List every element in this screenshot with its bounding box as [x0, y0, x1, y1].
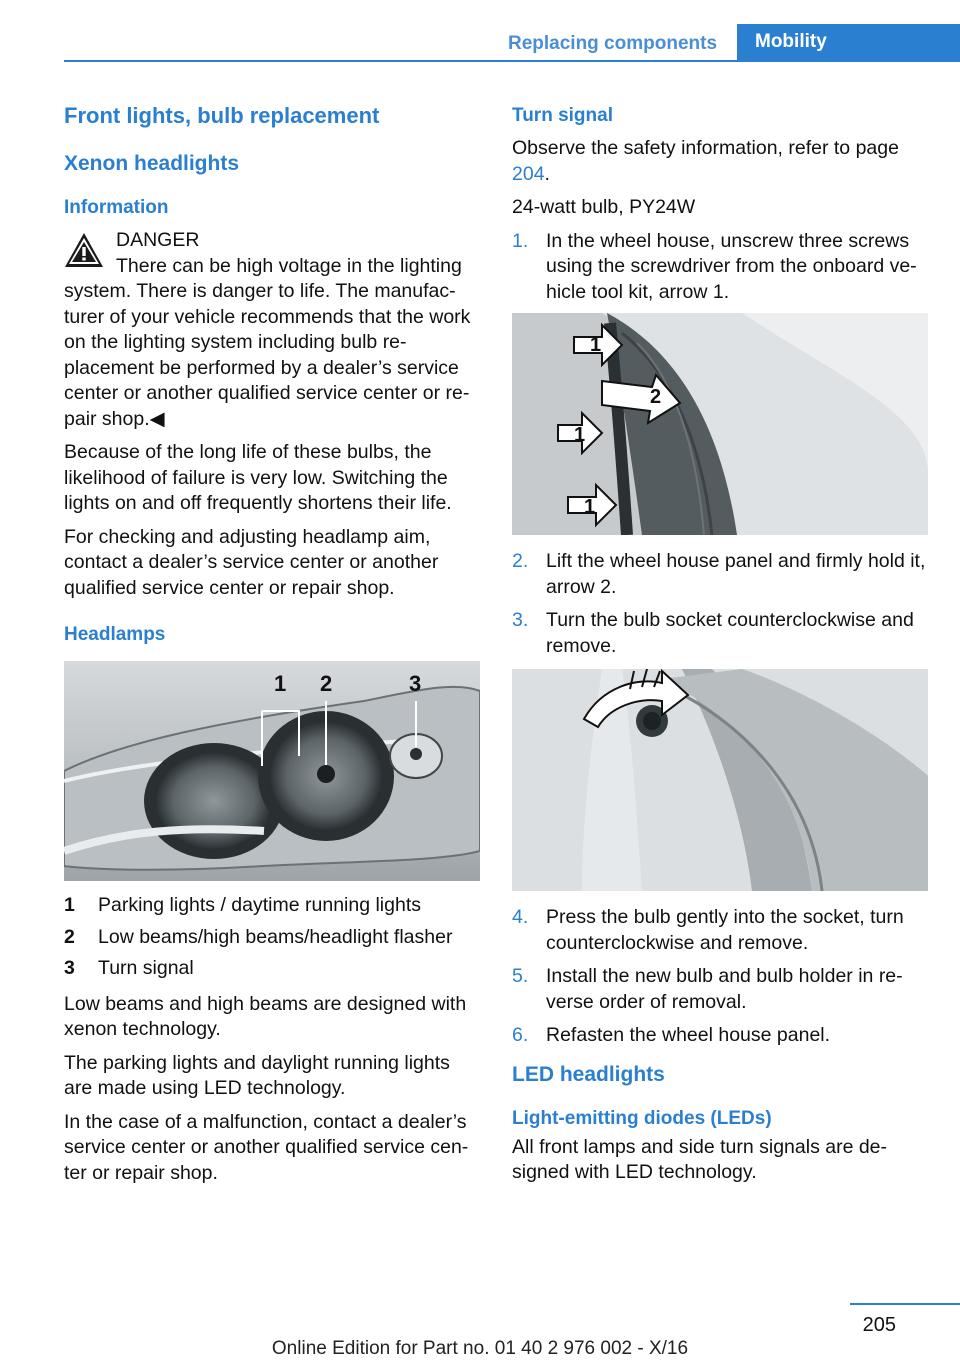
arrow-label-1: 1 [590, 334, 602, 356]
legend-text: Parking lights / daytime running lights [98, 894, 421, 916]
step-number: 2. [512, 550, 529, 572]
list-item [512, 964, 930, 1015]
danger-title: DANGER [116, 229, 200, 251]
page-number: 205 [862, 1314, 896, 1336]
paragraph-led: All front lamps and side turn signals are de‐ signed with LED technology. [512, 1135, 888, 1183]
page-number-rule [850, 1303, 960, 1305]
header-chapter-tab: Mobility [737, 24, 960, 60]
left-column [64, 100, 480, 1194]
subheading-turn-signal: Turn signal [512, 105, 613, 126]
wheel-house-screws-illustration [512, 313, 928, 535]
figure-label-3: 3 [409, 671, 422, 696]
step-text: In the wheel house, unscrew three screws using the screwdriver from the onboard ve‐ hicle tool kit, arrow 1. [546, 229, 917, 303]
page-link-204[interactable]: 204 [512, 162, 545, 185]
paragraph-safety-reference [512, 136, 930, 187]
safety-text-end: . [544, 162, 550, 185]
headlamp-legend [64, 893, 480, 982]
safety-text: Observe the safety information, refer to page [512, 137, 899, 159]
paragraph-bulb-type: 24-watt bulb, PY24W [512, 196, 696, 218]
step-number: 4. [512, 906, 529, 928]
arrow-label-3: 1 [574, 424, 586, 446]
danger-text: system. There is danger to life. The manufac‐ turer of your vehicle recommends that the work on the lighting system including bulb re‐ placement be performed by a dealer’s service center or another qualified service center or re‐ pair shop.◀ [64, 280, 471, 430]
paragraph-malfunction: In the case of a malfunction, contact a dealer’s service center or another qualified service cen‐ ter or repair shop. [64, 1110, 469, 1184]
paragraph-led-parking: The parking lights and daylight running lights are made using LED technology. [64, 1051, 450, 1099]
header-section-title: Replacing components [507, 33, 718, 54]
subheading-headlamps: Headlamps [64, 624, 166, 645]
step-text: Turn the bulb socket counterclockwise and remove. [546, 609, 914, 657]
danger-notice [64, 228, 480, 432]
section-heading-xenon: Xenon headlights [64, 152, 240, 175]
warning-triangle-icon [64, 232, 104, 268]
figure-label-1: 1 [274, 671, 287, 696]
step-number: 1. [512, 229, 529, 252]
page-title: Front lights, bulb replacement [64, 103, 380, 128]
figure-label-2: 2 [320, 671, 333, 696]
headlamp-illustration [64, 661, 480, 881]
step-number: 3. [512, 609, 529, 631]
section-heading-led: LED headlights [512, 1062, 665, 1086]
step-text: Install the new bulb and bulb holder in re‐ verse order of removal. [546, 965, 903, 1013]
list-item [512, 905, 930, 956]
step-text: Press the bulb gently into the socket, turn counterclockwise and remove. [546, 906, 904, 954]
headlamp-figure [64, 661, 480, 881]
arrow-label-4: 1 [584, 496, 596, 518]
wheel-house-figure-2 [512, 669, 928, 891]
header-rule [64, 60, 960, 62]
steps-list-b [512, 549, 930, 659]
wheel-house-figure-1 [512, 313, 928, 535]
list-item [512, 229, 930, 306]
legend-number: 1 [64, 894, 75, 916]
list-item [512, 1023, 930, 1049]
subheading-leds: Light-emitting diodes (LEDs) [512, 1107, 772, 1129]
step-number: 6. [512, 1024, 529, 1046]
paragraph-bulb-life: Because of the long life of these bulbs, the likelihood of failure is very low. Switching the lights on and off frequently shortens their life. [64, 441, 452, 514]
bulb-socket-illustration [512, 669, 928, 891]
step-text: Refasten the wheel house panel. [546, 1024, 831, 1046]
subheading-information: Information [64, 197, 169, 218]
legend-number: 3 [64, 957, 75, 979]
legend-number: 2 [64, 925, 75, 948]
arrow-label-2: 2 [650, 386, 662, 408]
step-number: 5. [512, 965, 529, 987]
list-item [512, 608, 930, 659]
step-text: Lift the wheel house panel and firmly hold it, arrow 2. [546, 550, 926, 598]
paragraph-headlamp-aim: For checking and adjusting headlamp aim, contact a dealer’s service center or another qualified service center or repair shop. [64, 525, 439, 599]
steps-list-c [512, 905, 930, 1049]
steps-list-a [512, 229, 930, 306]
legend-text: Turn signal [98, 957, 194, 979]
edition-footer: Online Edition for Part no. 01 40 2 976 002 - X/16 [271, 1338, 689, 1359]
paragraph-xenon: Low beams and high beams are designed with xenon technology. [64, 992, 467, 1040]
right-column [512, 100, 930, 1194]
legend-text: Low beams/high beams/headlight flasher [98, 925, 453, 948]
list-item [512, 549, 930, 600]
danger-text-first-line: There can be high voltage in the lighting [116, 254, 462, 277]
